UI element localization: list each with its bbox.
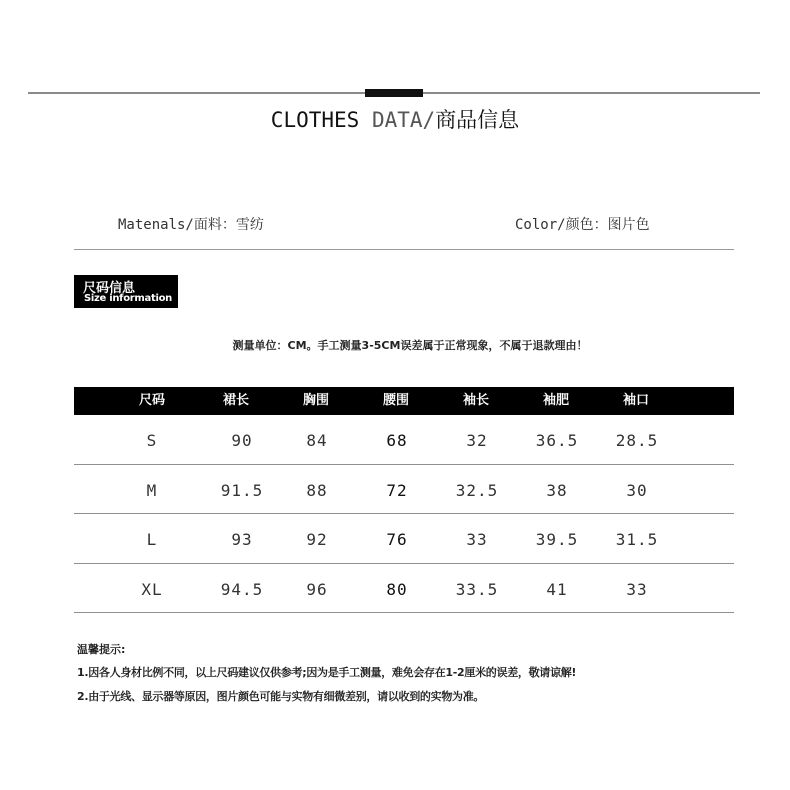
table-cell: 30 (626, 480, 648, 500)
table-cell: 33 (626, 579, 648, 599)
title-en-dark: CLOTHES (270, 108, 360, 132)
table-cell: 96 (306, 579, 328, 599)
table-cell: 91.5 (220, 480, 264, 500)
table-cell: 84 (306, 431, 328, 450)
table-cell: M (146, 480, 158, 500)
table-cell: 39.5 (535, 530, 579, 549)
table-cell: 33.5 (455, 579, 499, 599)
size-table-body (74, 415, 734, 613)
table-row (74, 564, 734, 614)
title-cn: 商品信息 (435, 108, 520, 132)
table-cell: S (146, 431, 158, 450)
table-cell: L (146, 530, 158, 549)
tips-title: 温馨提示: (77, 643, 126, 656)
column-header-size: 尺码 (138, 393, 165, 408)
table-cell: 36.5 (535, 431, 579, 450)
table-cell: 92 (306, 530, 328, 549)
tip-line-1: 1.因各人身材比例不同，以上尺码建议仅供参考;因为是手工测量，难免会存在1-2厘米的误差，敬请谅解! (77, 666, 577, 679)
size-information-badge (74, 275, 178, 308)
materials-info: Matenals/面料：雪纺 (118, 217, 264, 233)
table-cell: 32.5 (455, 480, 499, 500)
table-cell: 38 (546, 480, 568, 500)
column-header-waist: 腰围 (382, 393, 409, 408)
tip-line-2: 2.由于光线、显示器等原因，图片颜色可能与实物有细微差别，请以收到的实物为准。 (77, 690, 485, 703)
size-badge-en: Size information (84, 293, 172, 304)
table-cell: 32 (466, 431, 488, 450)
table-row (74, 465, 734, 515)
title-en-light: DATA/ (371, 108, 436, 132)
table-cell: 41 (546, 579, 568, 599)
measurement-notice: 测量单位：CM。手工测量3-5CM误差属于正常现象，不属于退款理由！ (232, 339, 588, 352)
table-cell: 80 (386, 579, 408, 599)
table-cell: 93 (231, 530, 253, 549)
table-cell: 68 (386, 431, 408, 450)
table-row (74, 415, 734, 465)
size-table-header (74, 387, 734, 415)
page-title (0, 104, 790, 134)
table-cell: 28.5 (615, 431, 659, 450)
table-cell: XL (141, 579, 163, 599)
size-badge-cn: 尺码信息 (83, 281, 136, 296)
column-header-bust: 胸围 (302, 393, 329, 408)
table-cell: 72 (386, 480, 408, 500)
table-cell: 94.5 (220, 579, 264, 599)
column-header-sleeve-width: 袖肥 (542, 393, 569, 408)
column-header-sleeve-length: 袖长 (462, 393, 489, 408)
table-cell: 31.5 (615, 530, 659, 549)
table-cell: 90 (231, 431, 253, 450)
info-divider (74, 249, 734, 250)
table-cell: 76 (386, 530, 408, 549)
column-header-cuff: 袖口 (622, 393, 649, 408)
table-cell: 33 (466, 530, 488, 549)
table-row (74, 514, 734, 564)
color-info: Color/颜色：图片色 (515, 217, 650, 233)
header-accent-bar (365, 89, 423, 97)
column-header-dress-length: 裙长 (222, 393, 249, 408)
table-cell: 88 (306, 480, 328, 500)
